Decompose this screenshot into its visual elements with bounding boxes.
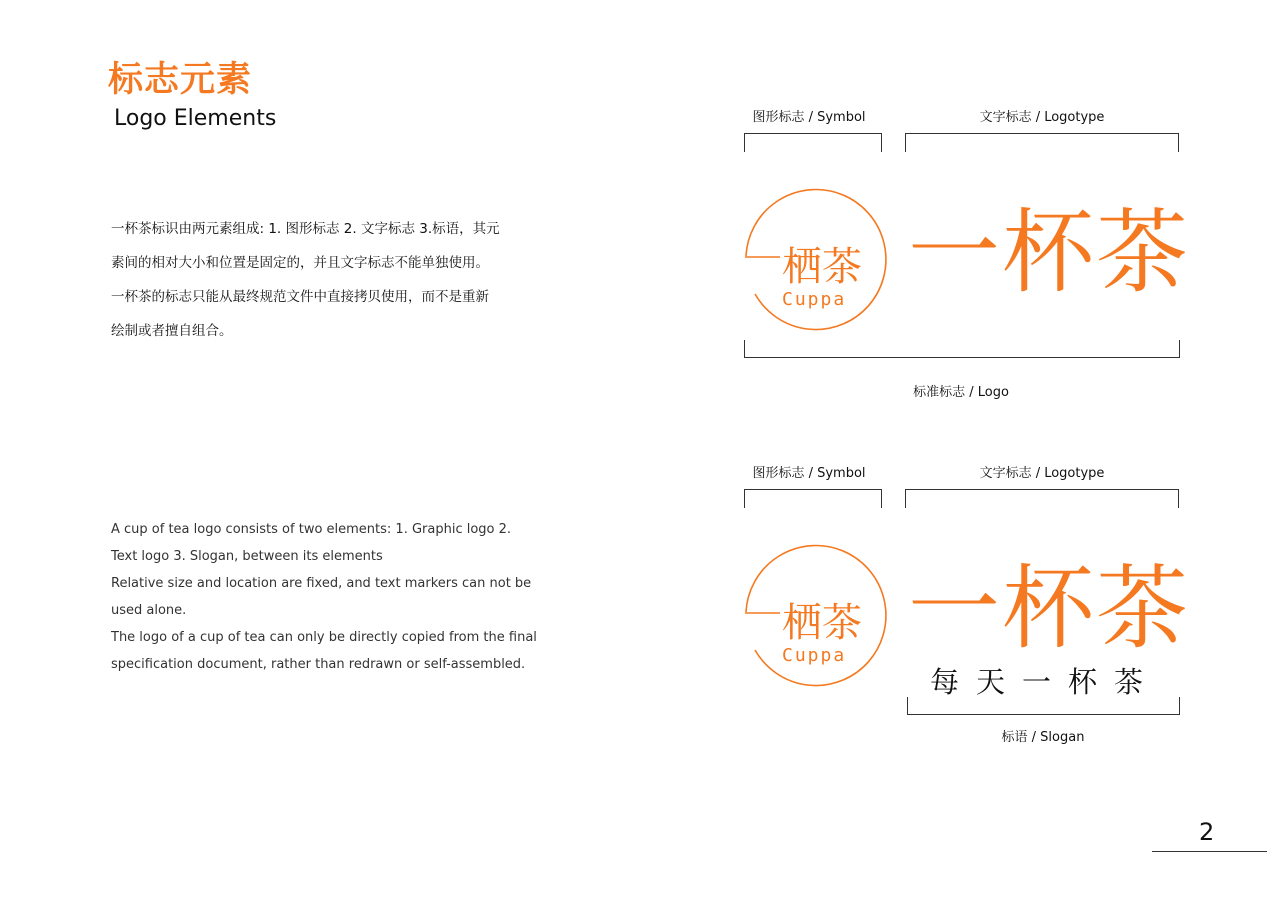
logo-label: 标准标志 / Logo [913,385,1009,400]
svg-text:栖茶: 栖茶 [782,600,862,646]
text-line: 一杯茶标识由两元素组成: 1. 图形标志 2. 文字标志 3.标语，其元 [111,221,500,237]
slogan-bracket [907,697,1180,715]
logo-bracket [744,340,1180,358]
slogan-text: 每天一杯茶 [930,665,1161,699]
symbol-logo [740,182,890,332]
page-number: 2 [1199,818,1215,846]
text-line: 素间的相对大小和位置是固定的，并且文字标志不能单独使用。 [111,255,489,271]
page-subtitle: Logo Elements [114,106,277,131]
text-line: A cup of tea logo consists of two elements: 1. Graphic logo 2. [111,522,512,537]
logotype-wordmark: 一杯茶 [908,199,1191,306]
symbol-bracket [744,489,882,508]
svg-text:Cuppa: Cuppa [782,645,847,666]
text-line: used alone. [111,603,187,618]
logotype-bracket [905,489,1179,508]
slogan-label: 标语 / Slogan [1001,730,1085,745]
description-cn [111,212,500,348]
logotype-label: 文字标志 / Logotype [979,110,1105,125]
page-title: 标志元素 [108,60,253,100]
text-line: Text logo 3. Slogan, between its elements [111,549,383,564]
text-line: specification document, rather than redrawn or self-assembled. [111,657,526,672]
text-line: 一杯茶的标志只能从最终规范文件中直接拷贝使用，而不是重新 [111,289,489,305]
symbol-bracket [744,133,882,152]
logotype-wordmark: 一杯茶 [908,555,1191,662]
logotype-label: 文字标志 / Logotype [979,466,1105,481]
text-line: 绘制或者擅自组合。 [111,323,233,339]
description-en [111,516,537,678]
logotype-bracket [905,133,1179,152]
symbol-label: 图形标志 / Symbol [752,110,866,125]
symbol-label: 图形标志 / Symbol [752,466,866,481]
text-line: The logo of a cup of tea can only be directly copied from the final [111,630,537,645]
page-number-rule [1152,851,1267,852]
text-line: Relative size and location are fixed, and text markers can not be [111,576,532,591]
svg-text:Cuppa: Cuppa [782,289,847,310]
symbol-logo [740,538,890,688]
svg-text:栖茶: 栖茶 [782,244,862,290]
